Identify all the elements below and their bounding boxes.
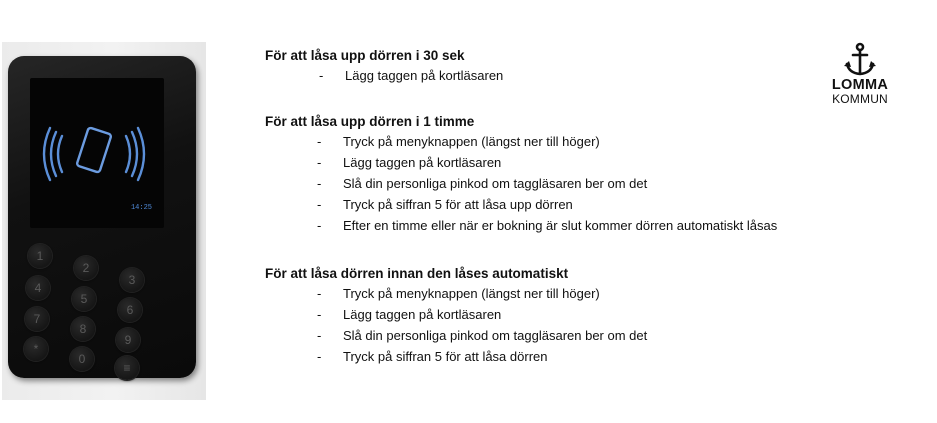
step-item: - Tryck på siffran 5 för att låsa dörren [265,346,647,367]
keypad-key-2[interactable]: 2 [74,256,98,280]
keypad-key-7[interactable]: 7 [25,307,49,331]
menu-key[interactable]: ≡ [115,356,139,380]
keypad-key-5[interactable]: 5 [72,287,96,311]
steps-list [265,65,503,86]
step-item: - Lägg taggen på kortläsaren [265,152,777,173]
step-item: - Tryck på siffran 5 för att låsa upp dörren [265,194,777,215]
section-unlock-1-hour [265,113,777,236]
step-item: - Lägg taggen på kortläsaren [265,65,503,86]
screen-time: 14:25 [130,204,152,212]
keypad-key-3[interactable]: 3 [120,268,144,292]
steps-list [265,283,647,367]
section-heading: För att låsa upp dörren i 1 timme [265,114,475,129]
keypad-key-star[interactable]: * [24,337,48,361]
logo-text-lomma: LOMMA [831,77,889,93]
anchor-icon [843,42,877,78]
step-item: - Lägg taggen på kortläsaren [265,304,647,325]
keypad-key-9[interactable]: 9 [116,328,140,352]
keypad-key-8[interactable]: 8 [71,317,95,341]
steps-list [265,131,777,236]
step-item: - Slå din personliga pinkod om taggläsaren ber om det [265,173,777,194]
section-heading: För att låsa dörren innan den låses automatiskt [265,266,569,281]
card-reader-device [8,56,196,378]
step-item: - Tryck på menyknappen (längst ner till höger) [265,131,777,152]
card-reader-screen [30,78,164,228]
lomma-kommun-logo [820,42,900,122]
logo-text-kommun: KOMMUN [832,92,888,106]
keypad-key-0[interactable]: 0 [70,347,94,371]
section-lock-before-auto [265,265,647,367]
step-item: - Slå din personliga pinkod om taggläsaren ber om det [265,325,647,346]
step-item: - Tryck på menyknappen (längst ner till höger) [265,283,647,304]
keypad-key-6[interactable]: 6 [118,298,142,322]
keypad-key-1[interactable]: 1 [28,244,52,268]
step-item: - Efter en timme eller när er bokning är slut kommer dörren automatiskt låsas [265,215,777,236]
section-heading: För att låsa upp dörren i 30 sek [265,48,465,63]
card-reader-photo [2,42,206,400]
keypad-key-4[interactable]: 4 [26,276,50,300]
section-unlock-30-sec [265,47,503,86]
